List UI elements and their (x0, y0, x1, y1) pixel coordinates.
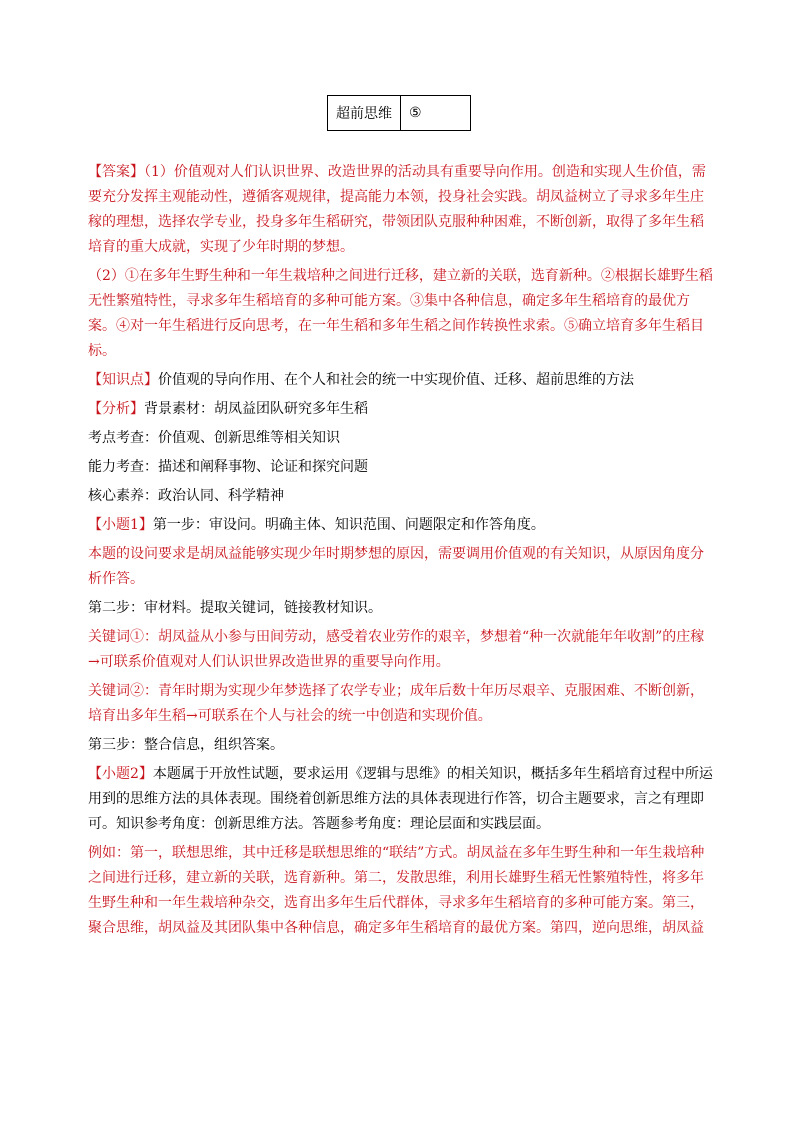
q1-keyword-1: 关键词①：胡凤益从小参与田间劳动，感受着农业劳作的艰辛，梦想着“种一次就能年年收割”的庄稼→可联系价值观对人们认识世界改造世界的重要导向作用。 (88, 629, 705, 670)
knowledge-text: 价值观的导向作用、在个人和社会的统一中实现价值、迁移、超前思维的方法 (158, 372, 634, 388)
q2-tag: 【小题2】 (88, 766, 153, 782)
answer-tag: 【答案】 (88, 164, 144, 180)
answer-part2: （2）①在多年生野生种和一年生栽培种之间进行迁移，建立新的关联，选育新种。②根据长雄野生稻无性繁殖特性，寻求多年生稻培育的多种可能方案。③集中各种信息，确定多年生稻培育的最优方案。④对一年生稻进行反向思考，在一年生稻和多年生稻之间作转换性求索。⑤确立培育多年生稻目标。 (88, 268, 713, 359)
q1-keyword-2: 关键词②：青年时期为实现少年梦选择了农学专业；成年后数十年历尽艰辛、克服困难、不断创新，培育出多年生稻→可联系在个人与社会的统一中创造和实现价值。 (88, 683, 704, 724)
q1-step1-body: 本题的设问要求是胡凤益能够实现少年时期梦想的原因，需要调用价值观的有关知识，从原因角度分析作答。 (88, 546, 704, 587)
analysis-line-1: 考点考查：价值观、创新思维等相关知识 (88, 430, 340, 446)
q2-text: 本题属于开放性试题，要求运用《逻辑与思维》的相关知识，概括多年生稻培育过程中所运用到的思维方法的具体表现。围绕着创新思维方法的具体表现进行作答，切合主题要求，言之有理即可。知识参考角度：创新思维方法。答题参考角度：理论层面和实践层面。 (88, 766, 713, 832)
q1-tag: 【小题1】 (88, 517, 153, 533)
q2-body (88, 762, 714, 837)
knowledge-tag: 【知识点】 (88, 372, 158, 388)
knowledge-point (88, 368, 714, 393)
analysis-heading (88, 397, 714, 422)
q2-example: 例如：第一，联想思维，其中迁移是联想思维的“联结”方式。胡凤益在多年生野生种和一年生栽培种之间进行迁移，建立新的关联，选育新种。第二，发散思维，利用长雄野生稻无性繁殖特性，将多年生野生种和一年生栽培种杂交，选育出多年生后代群体，寻求多年生稻培育的多种可能方案。第三，聚合思维，胡凤益及其团队集中各种信息，确定多年生稻培育的最优方案。第四，逆向思维，胡凤益 (88, 845, 705, 936)
method-number: ⑤ (409, 105, 422, 121)
q1-step2: 第二步：审材料。提取关键词，链接教材知识。 (88, 600, 382, 616)
analysis-tag: 【分析】 (88, 401, 144, 417)
q1-step1-text: 第一步：审设问。明确主体、知识范围、问题限定和作答角度。 (152, 517, 545, 533)
answer-text-1: （1）价值观对人们认识世界、改造世界的活动具有重要导向作用。创造和实现人生价值，需要充分发挥主观能动性，遵循客观规律，提高能力本领，投身社会实践。胡凤益树立了寻求多年生庄稼的理想，选择农学专业，投身多年生稻研究，带领团队克服种种困难，不断创新，取得了多年生稻培育的重大成就，实现了少年时期的梦想。 (88, 164, 706, 255)
analysis-line-2: 能力考查：描述和阐释事物、论证和探究问题 (88, 459, 368, 475)
analysis-line-3: 核心素养：政治认同、科学精神 (88, 488, 284, 504)
answer-content (88, 160, 714, 945)
method-table (327, 95, 471, 131)
method-label: 超前思维 (328, 96, 401, 130)
analysis-text: 背景素材：胡凤益团队研究多年生稻 (144, 401, 368, 417)
answer-part1 (88, 160, 714, 260)
q1-step3: 第三步：整合信息，组织答案。 (88, 737, 284, 753)
q1-step1 (88, 513, 714, 538)
